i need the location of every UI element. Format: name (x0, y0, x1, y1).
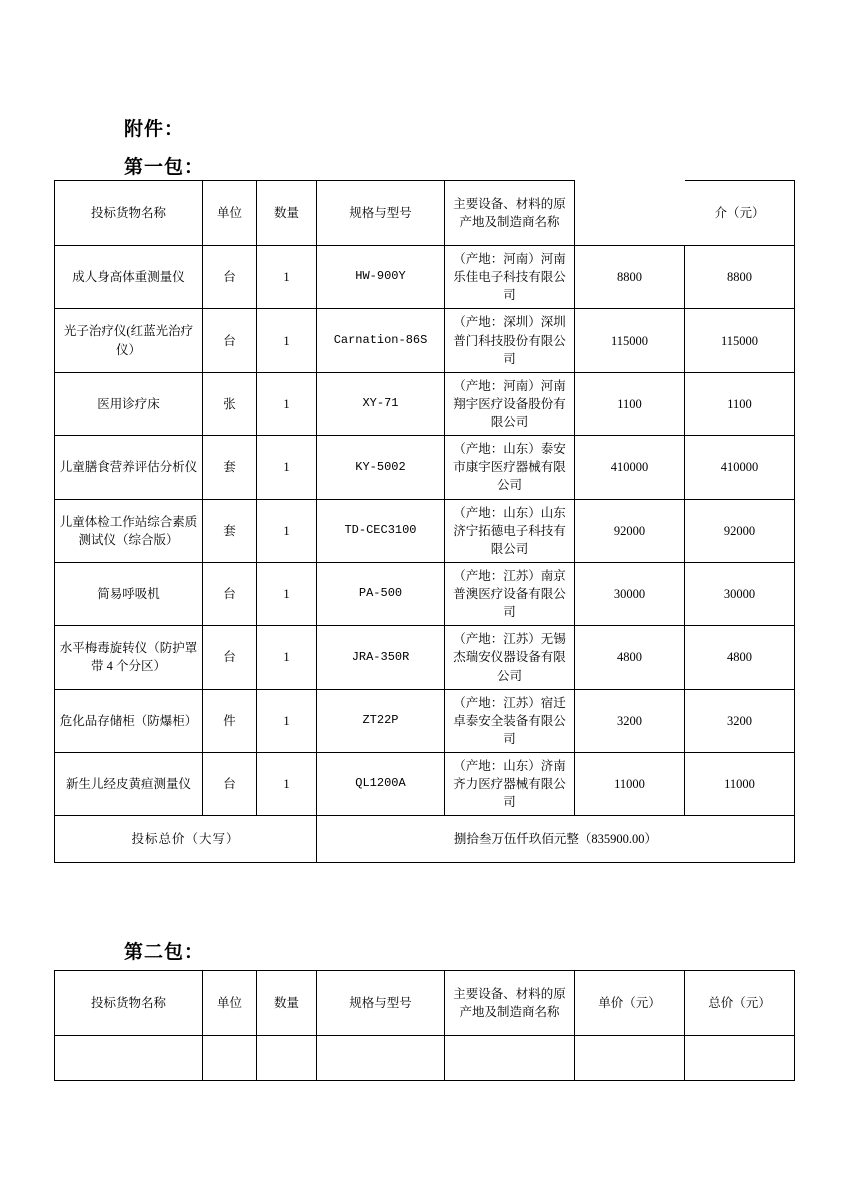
cell-qty: 1 (257, 499, 317, 562)
cell-spec: JRA-350R (317, 626, 445, 689)
header-cell-spec: 规格与型号 (317, 181, 445, 246)
cell-unit-price: 4800 (575, 626, 685, 689)
cell-unit: 套 (203, 436, 257, 499)
cell-spec: Carnation-86S (317, 309, 445, 372)
header-cell-total-price: 总价（元） (685, 971, 795, 1036)
table-row (55, 689, 795, 752)
attachment-label: 附件： (124, 119, 185, 140)
cell-spec (317, 1036, 445, 1081)
cell-unit: 套 (203, 499, 257, 562)
cell-goods-name: 儿童体检工作站综合素质测试仪（综合版） (55, 499, 203, 562)
cell-total-price: 3200 (685, 689, 795, 752)
cell-goods-name: 成人身高体重测量仪 (55, 246, 203, 309)
cell-unit: 台 (203, 562, 257, 625)
cell-origin: （产地：江苏）南京普澳医疗设备有限公司 (445, 562, 575, 625)
cell-goods-name: 简易呼吸机 (55, 562, 203, 625)
cell-goods-name: 新生儿经皮黄疸测量仪 (55, 753, 203, 816)
table-row (55, 309, 795, 372)
table-header-row (55, 181, 795, 246)
table-row (55, 436, 795, 499)
cell-unit: 台 (203, 626, 257, 689)
cell-unit-price: 11000 (575, 753, 685, 816)
cell-unit-price: 1100 (575, 372, 685, 435)
table-row (55, 499, 795, 562)
cell-unit-price (575, 1036, 685, 1081)
cell-qty: 1 (257, 626, 317, 689)
table-row (55, 626, 795, 689)
table-row (55, 1036, 795, 1081)
header-cell-qty: 数量 (257, 181, 317, 246)
cell-spec: TD-CEC3100 (317, 499, 445, 562)
header-cell-name: 投标货物名称 (55, 181, 203, 246)
header-cell-spec: 规格与型号 (317, 971, 445, 1036)
cell-qty (257, 1036, 317, 1081)
cell-spec: HW-900Y (317, 246, 445, 309)
cell-qty: 1 (257, 562, 317, 625)
cell-unit-price: 410000 (575, 436, 685, 499)
header-cell-origin: 主要设备、材料的原产地及制造商名称 (445, 971, 575, 1036)
cell-total-price (685, 1036, 795, 1081)
cell-unit-price: 115000 (575, 309, 685, 372)
cell-qty: 1 (257, 436, 317, 499)
cell-origin: （产地：山东）济南齐力医疗器械有限公司 (445, 753, 575, 816)
cell-qty: 1 (257, 246, 317, 309)
cell-goods-name: 水平梅毒旋转仪（防护罩带 4 个分区） (55, 626, 203, 689)
cell-unit: 张 (203, 372, 257, 435)
header-cell-unit-price: 单价（元） (575, 971, 685, 1036)
cell-total-price: 115000 (685, 309, 795, 372)
table-total-row (55, 816, 795, 863)
cell-total-price: 4800 (685, 626, 795, 689)
cell-goods-name: 危化品存储柜（防爆柜） (55, 689, 203, 752)
cell-unit: 件 (203, 689, 257, 752)
cell-goods-name (55, 1036, 203, 1081)
cell-goods-name: 儿童膳食营养评估分析仪 (55, 436, 203, 499)
cell-total-price: 11000 (685, 753, 795, 816)
cell-unit: 台 (203, 753, 257, 816)
cell-spec: XY-71 (317, 372, 445, 435)
table-header-row (55, 971, 795, 1036)
cell-origin: （产地：河南）河南乐佳电子科技有限公司 (445, 246, 575, 309)
cell-origin: （产地：深圳）深圳普门科技股份有限公司 (445, 309, 575, 372)
cell-origin: （产地：江苏）无锡杰瑞安仪器设备有限公司 (445, 626, 575, 689)
cell-origin: （产地：山东）山东济宁拓德电子科技有限公司 (445, 499, 575, 562)
cell-unit-price: 30000 (575, 562, 685, 625)
table-row (55, 372, 795, 435)
header-cell-name: 投标货物名称 (55, 971, 203, 1036)
table-row (55, 246, 795, 309)
cell-unit (203, 1036, 257, 1081)
cell-total-price: 8800 (685, 246, 795, 309)
table-row (55, 562, 795, 625)
cell-qty: 1 (257, 309, 317, 372)
cell-origin: （产地：河南）河南翔宇医疗设备股份有限公司 (445, 372, 575, 435)
cell-total-price: 92000 (685, 499, 795, 562)
cell-unit: 台 (203, 309, 257, 372)
package-two-table (54, 970, 795, 1081)
cell-goods-name: 光子治疗仪(红蓝光治疗仪） (55, 309, 203, 372)
header-cell-unit: 单位 (203, 181, 257, 246)
cell-spec: ZT22P (317, 689, 445, 752)
cell-spec: KY-5002 (317, 436, 445, 499)
header-cell-unit: 单位 (203, 971, 257, 1036)
cell-origin: （产地：江苏）宿迁卓泰安全装备有限公司 (445, 689, 575, 752)
package-one-table (54, 180, 795, 863)
header-cell-unit-price (575, 181, 685, 246)
cell-total-price: 1100 (685, 372, 795, 435)
package-one-label: 第一包： (124, 157, 205, 178)
cell-spec: QL1200A (317, 753, 445, 816)
cell-total-price: 410000 (685, 436, 795, 499)
cell-goods-name: 医用诊疗床 (55, 372, 203, 435)
total-value: 捌拾叁万伍仟玖佰元整（835900.00） (317, 816, 795, 863)
cell-unit: 台 (203, 246, 257, 309)
cell-unit-price: 8800 (575, 246, 685, 309)
cell-qty: 1 (257, 372, 317, 435)
header-cell-total-price: 介（元） (685, 181, 795, 246)
cell-qty: 1 (257, 689, 317, 752)
package-two-label: 第二包： (124, 942, 205, 963)
cell-origin (445, 1036, 575, 1081)
cell-origin: （产地：山东）泰安市康宇医疗器械有限公司 (445, 436, 575, 499)
cell-qty: 1 (257, 753, 317, 816)
cell-spec: PA-500 (317, 562, 445, 625)
cell-unit-price: 3200 (575, 689, 685, 752)
table-row (55, 753, 795, 816)
cell-unit-price: 92000 (575, 499, 685, 562)
total-label: 投标总价（大写） (55, 816, 317, 863)
header-cell-qty: 数量 (257, 971, 317, 1036)
header-cell-origin: 主要设备、材料的原产地及制造商名称 (445, 181, 575, 246)
cell-total-price: 30000 (685, 562, 795, 625)
